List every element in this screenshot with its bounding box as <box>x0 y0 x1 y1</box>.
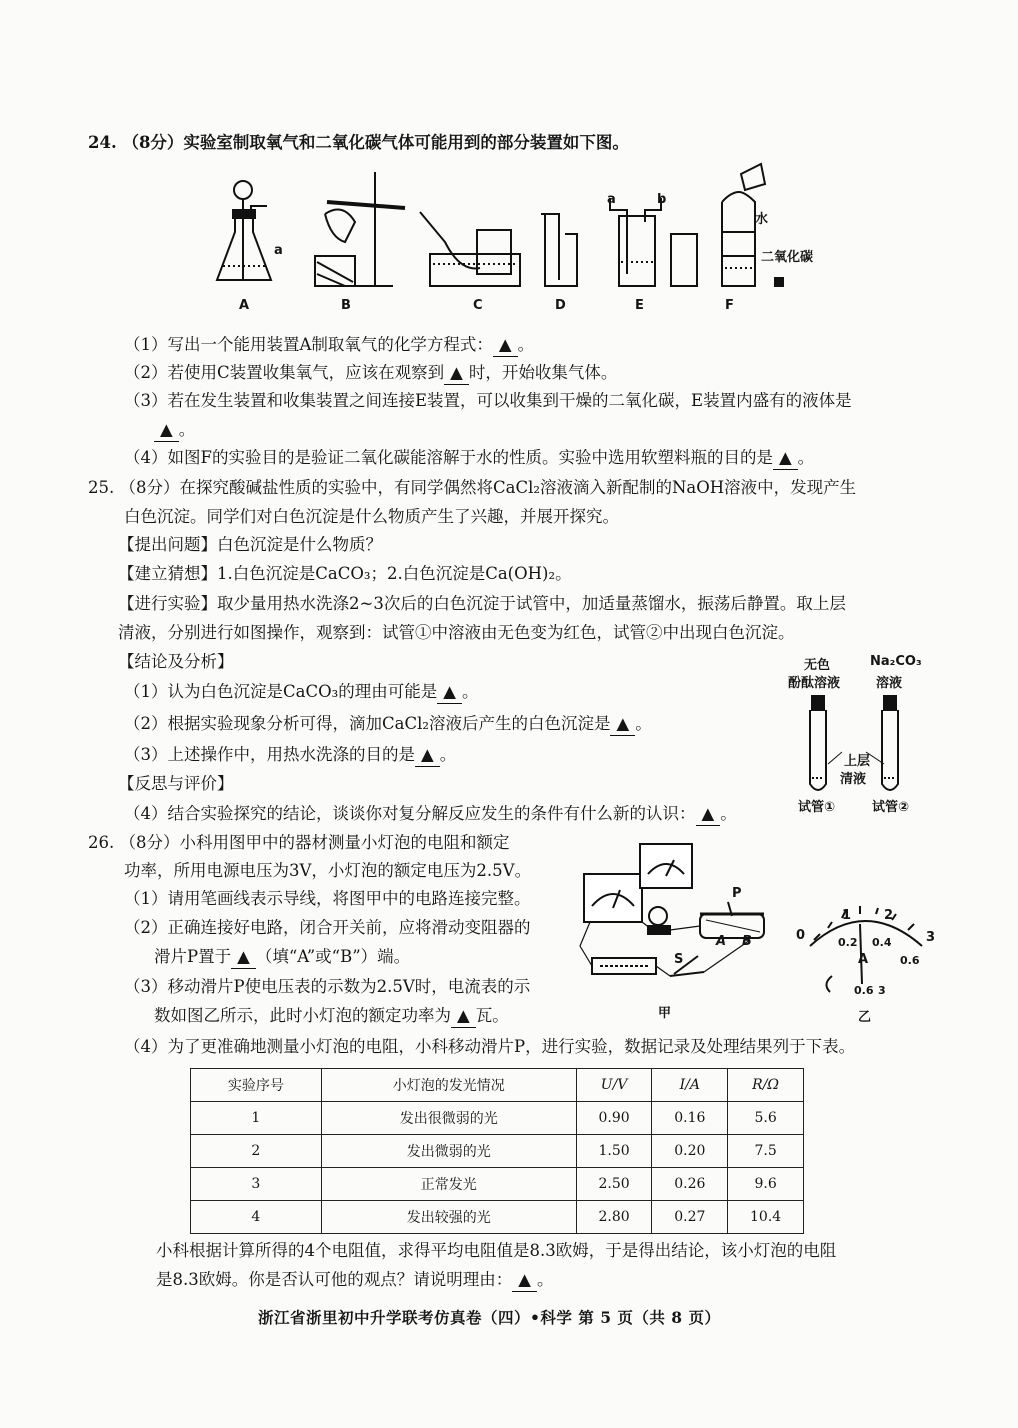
label-B-terminal: B <box>742 934 752 949</box>
label-na2co3-2: 溶液 <box>876 676 903 691</box>
header-brightness: 小灯泡的发光情况 <box>321 1069 576 1102</box>
answer-blank: ▲ <box>451 1005 476 1028</box>
label-P: P <box>732 886 742 901</box>
dial-tick-3: 3 <box>926 930 936 945</box>
cell-current: 0.27 <box>652 1201 728 1234</box>
label-C: C <box>473 298 483 313</box>
dial-center-A: A <box>858 952 869 967</box>
q26-s3a: （3）移动滑片P使电压表的示数为2.5V时，电流表的示 <box>124 977 531 996</box>
q25-c4: （4）结合实验探究的结论，谈谈你对复分解反应发生的条件有什么新的认识： ▲ 。 <box>124 803 737 826</box>
q24-s1: （1）写出一个能用装置A制取氧气的化学方程式： ▲ 。 <box>124 334 534 357</box>
dial-tick-0-4: 0.4 <box>872 936 892 949</box>
cell-trial: 1 <box>191 1102 322 1135</box>
header-current: I/A <box>652 1069 728 1102</box>
label-D: D <box>555 298 566 313</box>
cell-brightness: 发出很微弱的光 <box>321 1102 576 1135</box>
header-voltage: U/V <box>576 1069 652 1102</box>
page-footer: 浙江省浙里初中升学联考仿真卷（四）•科学 第 5 页（共 8 页） <box>258 1308 721 1327</box>
label-upper-clear-2: 清液 <box>840 772 867 787</box>
cell-brightness: 发出较强的光 <box>321 1201 576 1234</box>
header-resistance: R/Ω <box>728 1069 804 1102</box>
q25-c1: （1）认为白色沉淀是CaCO₃的理由可能是 ▲ 。 <box>124 681 478 704</box>
answer-blank: ▲ <box>231 946 256 969</box>
label-e-b: b <box>657 192 667 207</box>
dial-terminal-0-6: 0.6 <box>854 984 874 997</box>
label-e-a: a <box>607 192 616 207</box>
q26-s2a: （2）正确连接好电路，闭合开关前，应将滑动变阻器的 <box>124 918 531 937</box>
answer-blank: ▲ <box>437 681 462 704</box>
label-jia: 甲 <box>658 1006 672 1021</box>
table-row <box>191 1102 804 1135</box>
q25-stem-2: 白色沉淀。同学们对白色沉淀是什么物质产生了兴趣，并展开探究。 <box>124 507 619 526</box>
q26-end-1: 小科根据计算所得的4个电阻值，求得平均电阻值是8.3欧姆，于是得出结论，该小灯泡的电阻 <box>156 1241 837 1260</box>
table-header-row <box>191 1069 804 1102</box>
data-table <box>190 1068 804 1234</box>
apparatus-b-heater <box>315 172 405 286</box>
q26-stem-1: 26. （8分）小科用图甲中的器材测量小灯泡的电阻和额定 <box>88 833 510 852</box>
cell-current: 0.16 <box>652 1102 728 1135</box>
dial-tick-0: 0 <box>796 928 806 943</box>
answer-blank: ▲ <box>610 713 635 736</box>
q26-s1: （1）请用笔画线表示导线，将图甲中的电路连接完整。 <box>124 889 531 908</box>
q26-s3b: 数如图乙所示，此时小灯泡的额定功率为 ▲ 瓦。 <box>154 1005 509 1028</box>
ammeter <box>640 844 692 888</box>
label-yi: 乙 <box>858 1010 872 1025</box>
apparatus-c-trough <box>420 212 520 286</box>
q25-c2: （2）根据实验现象分析可得，滴加CaCl₂溶液后产生的白色沉淀是 ▲ 。 <box>124 713 652 736</box>
table-row <box>191 1135 804 1168</box>
answer-blank: ▲ <box>154 419 179 442</box>
cell-current: 0.20 <box>652 1135 728 1168</box>
answer-blank: ▲ <box>415 744 440 767</box>
cell-current: 0.26 <box>652 1168 728 1201</box>
apparatus-f-bottle <box>722 164 783 286</box>
q25-guess: 【建立猜想】1.白色沉淀是CaCO₃；2.白色沉淀是Ca(OH)₂。 <box>118 564 572 583</box>
apparatus-e-washer <box>610 198 697 286</box>
q25-exp-1: 【进行实验】取少量用热水洗涤2~3次后的白色沉淀于试管中，加适量蒸馏水，振荡后静置。取上层 <box>118 594 846 613</box>
label-tube-1: 试管① <box>798 800 836 815</box>
label-S: S <box>674 952 684 967</box>
dial-tick-1: 1 <box>842 908 852 923</box>
cell-voltage: 2.50 <box>576 1168 652 1201</box>
label-phenolphthalein-2: 酚酞溶液 <box>788 676 841 691</box>
q24-s2: （2）若使用C装置收集氧气，应该在观察到 ▲ 时，开始收集气体。 <box>124 362 617 385</box>
answer-blank: ▲ <box>512 1269 537 1292</box>
lamp <box>648 907 670 934</box>
label-na2co3-1: Na₂CO₃ <box>870 654 922 669</box>
q24-s3: （3）若在发生装置和收集装置之间连接E装置，可以收集到干燥的二氧化碳，E装置内盛有的液体是 <box>124 391 852 410</box>
header-trial: 实验序号 <box>191 1069 322 1102</box>
cell-voltage: 0.90 <box>576 1102 652 1135</box>
answer-blank: ▲ <box>493 334 518 357</box>
cell-trial: 3 <box>191 1168 322 1201</box>
q25-question: 【提出问题】白色沉淀是什么物质？ <box>118 535 382 554</box>
q26-s2b: 滑片P置于 ▲ （填“A”或“B”）端。 <box>154 946 410 969</box>
cell-brightness: 正常发光 <box>321 1168 576 1201</box>
apparatus-a-flask <box>217 181 271 280</box>
label-A-terminal: A <box>716 934 727 949</box>
cell-resistance: 7.5 <box>728 1135 804 1168</box>
q25-conclusion-heading: 【结论及分析】 <box>118 652 234 671</box>
q26-end-2: 是8.3欧姆。你是否认可他的观点？请说明理由： ▲ 。 <box>156 1269 553 1292</box>
label-water: 水 <box>755 212 769 227</box>
label-tube-2: 试管② <box>872 800 910 815</box>
battery <box>592 958 656 974</box>
answer-blank: ▲ <box>773 447 798 470</box>
table-row <box>191 1168 804 1201</box>
label-co2: 二氧化碳 <box>761 250 814 265</box>
answer-blank: ▲ <box>444 362 469 385</box>
q24-s3-answer: ▲ 。 <box>154 419 195 442</box>
label-A: A <box>239 298 250 313</box>
voltmeter <box>584 874 642 922</box>
answer-blank: ▲ <box>696 803 721 826</box>
label-B: B <box>341 298 351 313</box>
dial-terminal-3: 3 <box>878 984 886 997</box>
cell-resistance: 10.4 <box>728 1201 804 1234</box>
label-phenolphthalein-1: 无色 <box>804 658 831 673</box>
dial-tick-0-2: 0.2 <box>838 936 858 949</box>
rheostat <box>700 902 764 938</box>
q25-test-tube-figure <box>780 654 930 828</box>
q24-stem: 24. （8分）实验室制取氧气和二氧化碳气体可能用到的部分装置如下图。 <box>88 133 629 152</box>
apparatus-d-bottle <box>541 214 577 286</box>
q25-exp-2: 清液，分别进行如图操作，观察到：试管①中溶液由无色变为红色，试管②中出现白色沉淀。 <box>118 623 795 642</box>
label-upper-clear-1: 上层 <box>844 754 871 769</box>
dial-tick-2: 2 <box>884 908 894 923</box>
label-E: E <box>635 298 644 313</box>
cell-voltage: 2.80 <box>576 1201 652 1234</box>
cell-trial: 4 <box>191 1201 322 1234</box>
cell-brightness: 发出微弱的光 <box>321 1135 576 1168</box>
q24-apparatus-figure <box>205 162 845 326</box>
ammeter-dial <box>810 906 922 992</box>
q25-stem-1: 25. （8分）在探究酸碱盐性质的实验中，有同学偶然将CaCl₂溶液滴入新配制的NaOH溶液中，发现产生 <box>88 478 857 497</box>
q24-s4: （4）如图F的实验目的是验证二氧化碳能溶解于水的性质。实验中选用软塑料瓶的目的是 ▲ 。 <box>124 447 814 470</box>
label-a-funnel: a <box>274 243 283 258</box>
cell-resistance: 9.6 <box>728 1168 804 1201</box>
table-row <box>191 1201 804 1234</box>
q25-c3: （3）上述操作中，用热水洗涤的目的是 ▲ 。 <box>124 744 456 767</box>
cell-trial: 2 <box>191 1135 322 1168</box>
q26-s4: （4）为了更准确地测量小灯泡的电阻，小科移动滑片P，进行实验，数据记录及处理结果列于下表。 <box>124 1037 856 1056</box>
q26-circuit-figure <box>570 836 940 1030</box>
cell-voltage: 1.50 <box>576 1135 652 1168</box>
label-F: F <box>725 298 734 313</box>
cell-resistance: 5.6 <box>728 1102 804 1135</box>
q26-stem-2: 功率，所用电源电压为3V，小灯泡的额定电压为2.5V。 <box>124 861 532 880</box>
dial-tick-0-6: 0.6 <box>900 954 920 967</box>
q25-reflect-heading: 【反思与评价】 <box>118 774 234 793</box>
